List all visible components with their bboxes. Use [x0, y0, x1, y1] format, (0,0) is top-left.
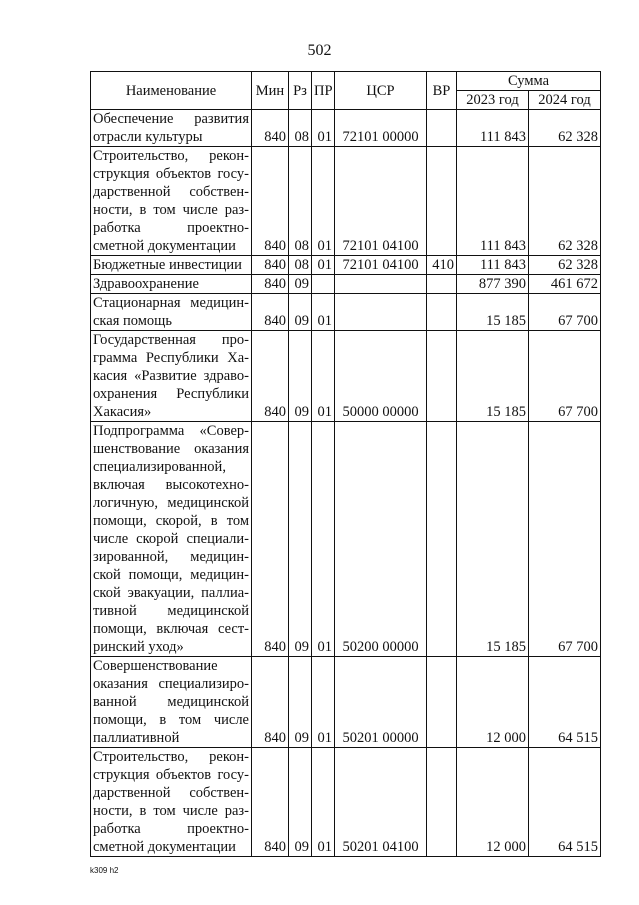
table-row [91, 294, 601, 331]
row-sum-2023: 15 185 [457, 331, 529, 422]
row-csr: 50200 00000 [335, 422, 427, 657]
row-sum-2023: 15 185 [457, 294, 529, 331]
row-rz: 09 [289, 275, 312, 294]
row-pr: 01 [312, 256, 335, 275]
row-rz: 08 [289, 110, 312, 147]
row-csr: 72101 04100 [335, 147, 427, 256]
header-year-2024: 2024 год [529, 91, 601, 110]
row-vr [427, 110, 457, 147]
row-pr: 01 [312, 331, 335, 422]
row-pr: 01 [312, 422, 335, 657]
table-row [91, 422, 601, 657]
row-vr [427, 147, 457, 256]
row-min: 840 [252, 110, 289, 147]
header-csr: ЦСР [335, 72, 427, 110]
row-vr [427, 331, 457, 422]
row-min: 840 [252, 748, 289, 857]
row-csr [335, 294, 427, 331]
row-sum-2024: 62 328 [529, 147, 601, 256]
row-min: 840 [252, 275, 289, 294]
row-csr: 50000 00000 [335, 331, 427, 422]
header-sum: Сумма [457, 72, 601, 91]
row-min: 840 [252, 422, 289, 657]
header-rz: Рз [289, 72, 312, 110]
row-sum-2023: 12 000 [457, 657, 529, 748]
row-sum-2023: 12 000 [457, 748, 529, 857]
row-sum-2023: 111 843 [457, 110, 529, 147]
row-rz: 09 [289, 748, 312, 857]
table-row [91, 657, 601, 748]
row-sum-2024: 62 328 [529, 256, 601, 275]
row-rz: 09 [289, 331, 312, 422]
row-sum-2023: 877 390 [457, 275, 529, 294]
row-sum-2023: 111 843 [457, 147, 529, 256]
row-csr [335, 275, 427, 294]
header-name: Наименование [91, 72, 252, 110]
row-name: Подпрограмма «Совершенствование оказания специализированной, включая высокотехнологичную, медицинской помощи, скорой, в том числе скорой специализированной, медицинской помощи, медицинской эвакуации, паллиативной медицинской помощи, включая сестринский уход» [91, 422, 252, 657]
row-sum-2023: 15 185 [457, 422, 529, 657]
header-pr: ПР [312, 72, 335, 110]
row-vr [427, 657, 457, 748]
row-pr: 01 [312, 110, 335, 147]
row-min: 840 [252, 147, 289, 256]
row-sum-2024: 64 515 [529, 657, 601, 748]
row-name: Государственная программа Республики Хакасия «Развитие здравоохранения Республики Хакасия» [91, 331, 252, 422]
row-sum-2024: 67 700 [529, 294, 601, 331]
page-number: 502 [307, 42, 332, 59]
row-sum-2023: 111 843 [457, 256, 529, 275]
row-sum-2024: 64 515 [529, 748, 601, 857]
row-pr [312, 275, 335, 294]
row-sum-2024: 67 700 [529, 422, 601, 657]
table-body [91, 110, 601, 857]
table-header [91, 72, 601, 110]
row-name: Строительство, реконструкция объектов государственной собственности, в том числе разработка проектно-сметной документации [91, 147, 252, 256]
row-pr: 01 [312, 748, 335, 857]
row-pr: 01 [312, 147, 335, 256]
row-min: 840 [252, 256, 289, 275]
row-min: 840 [252, 657, 289, 748]
row-vr: 410 [427, 256, 457, 275]
row-min: 840 [252, 294, 289, 331]
header-vr: ВР [427, 72, 457, 110]
row-pr: 01 [312, 294, 335, 331]
row-min: 840 [252, 331, 289, 422]
row-rz: 08 [289, 256, 312, 275]
row-vr [427, 294, 457, 331]
row-vr [427, 275, 457, 294]
row-rz: 08 [289, 147, 312, 256]
row-name: Обеспечение развития отрасли культуры [91, 110, 252, 147]
row-name: Здравоохранение [91, 275, 252, 294]
table-row [91, 256, 601, 275]
row-csr: 72101 00000 [335, 110, 427, 147]
row-pr: 01 [312, 657, 335, 748]
row-rz: 09 [289, 422, 312, 657]
table-row [91, 331, 601, 422]
budget-table [90, 71, 601, 857]
table-row [91, 275, 601, 294]
row-name: Стационарная медицинская помощь [91, 294, 252, 331]
table-row [91, 748, 601, 857]
table-row [91, 147, 601, 256]
row-csr: 50201 04100 [335, 748, 427, 857]
row-name: Совершенствование оказания специализированной медицинской помощи, в том числе паллиативной [91, 657, 252, 748]
row-sum-2024: 67 700 [529, 331, 601, 422]
row-csr: 72101 04100 [335, 256, 427, 275]
row-rz: 09 [289, 294, 312, 331]
header-min: Мин [252, 72, 289, 110]
row-vr [427, 422, 457, 657]
row-vr [427, 748, 457, 857]
header-year-2023: 2023 год [457, 91, 529, 110]
row-csr: 50201 00000 [335, 657, 427, 748]
row-name: Строительство, реконструкция объектов государственной собственности, в том числе разработка проектно-сметной документации [91, 748, 252, 857]
footer-code: k309 h2 [90, 866, 119, 875]
table-row [91, 110, 601, 147]
row-rz: 09 [289, 657, 312, 748]
row-sum-2024: 62 328 [529, 110, 601, 147]
row-sum-2024: 461 672 [529, 275, 601, 294]
row-name: Бюджетные инвестиции [91, 256, 252, 275]
